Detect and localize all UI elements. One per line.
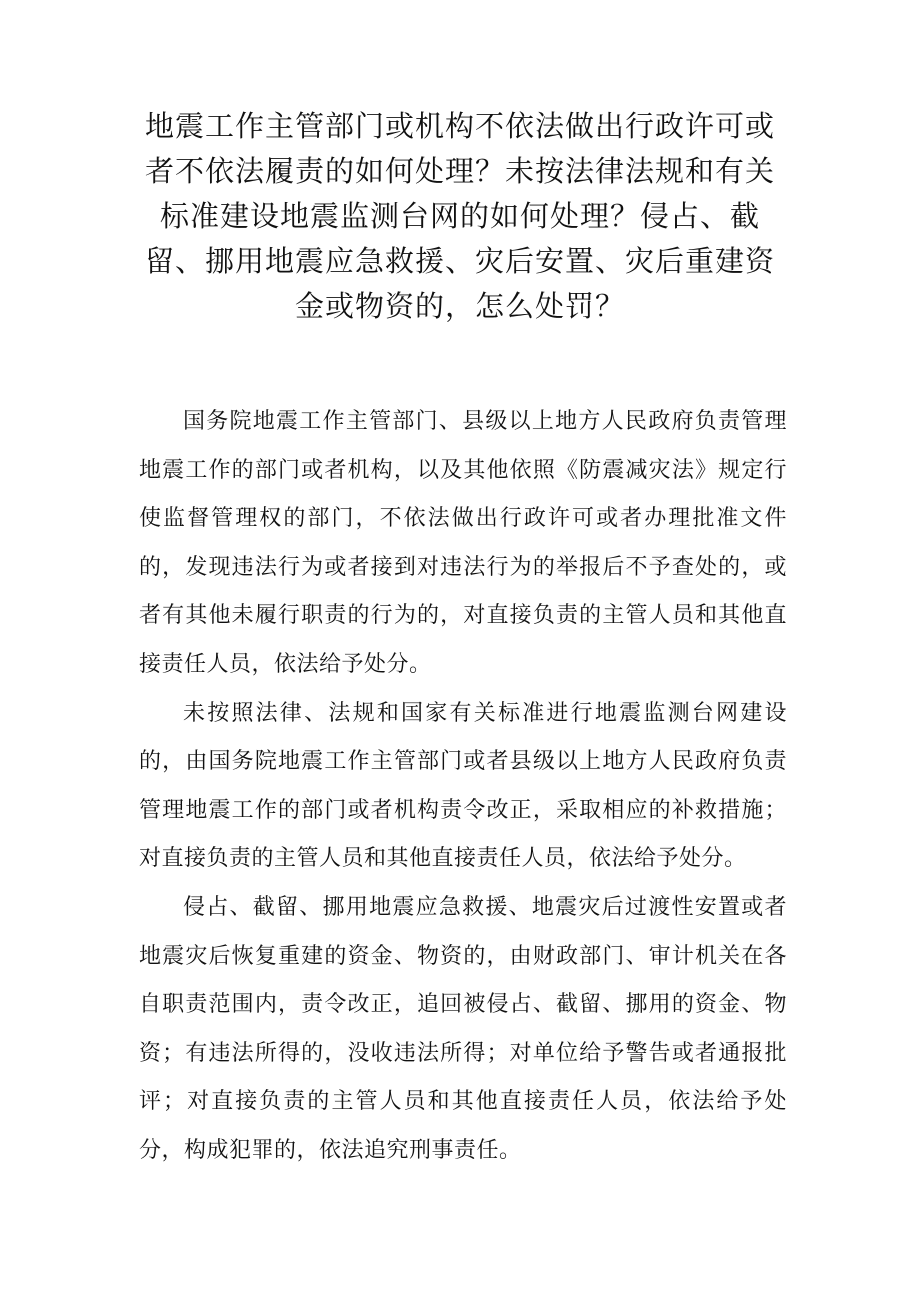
document-title: 地震工作主管部门或机构不依法做出行政许可或者不依法履责的如何处理？未按法律法规和有关标准建设地震监测台网的如何处理？侵占、截留、挪用地震应急救援、灾后安置、灾后重建资金或物资的，怎么处罚？ xyxy=(144,109,775,323)
paragraph-2: 未按照法律、法规和国家有关标准进行地震监测台网建设的，由国务院地震工作主管部门或者县级以上地方人民政府负责管理地震工作的部门或者机构责令改正，采取相应的补救措施；对直接负责的主管人员和其他直接责任人员，依法给予处分。 xyxy=(139,700,787,872)
document-body xyxy=(139,398,787,1176)
paragraph-3: 侵占、截留、挪用地震应急救援、地震灾后过渡性安置或者地震灾后恢复重建的资金、物资的，由财政部门、审计机关在各自职责范围内，责令改正，追回被侵占、截留、挪用的资金、物资；有违法所得的，没收违法所得；对单位给予警告或者通报批评；对直接负责的主管人员和其他直接责任人员，依法给予处分，构成犯罪的，依法追究刑事责任。 xyxy=(139,894,787,1163)
paragraph-1: 国务院地震工作主管部门、县级以上地方人民政府负责管理地震工作的部门或者机构，以及其他依照《防震减灾法》规定行使监督管理权的部门，不依法做出行政许可或者办理批准文件的，发现违法行为或者接到对违法行为的举报后不予查处的，或者有其他未履行职责的行为的，对直接负责的主管人员和其他直接责任人员，依法给予处分。 xyxy=(139,409,787,677)
